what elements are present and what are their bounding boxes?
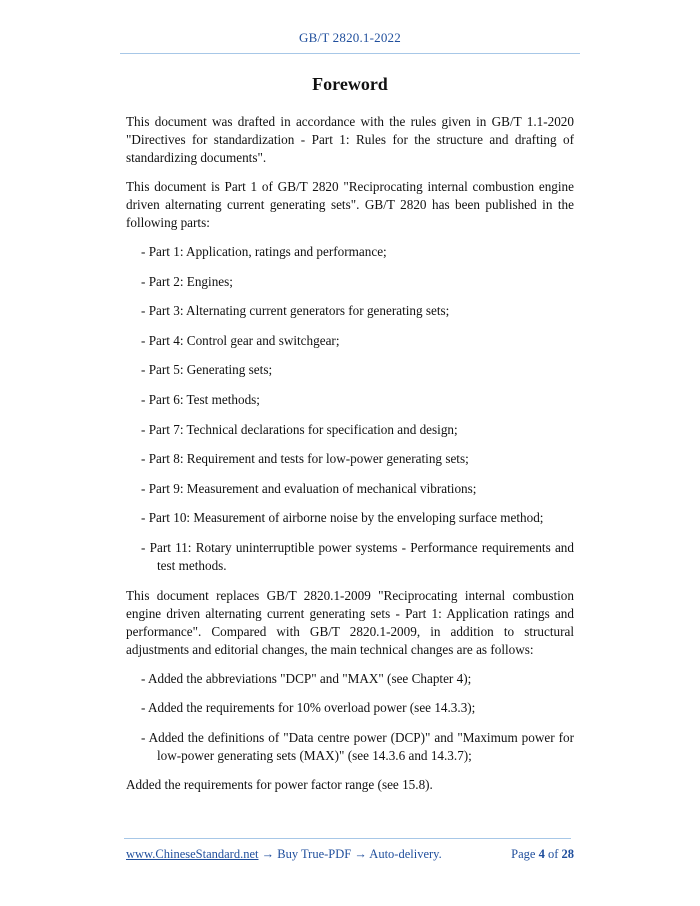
page-header: GB/T 2820.1-2022 [299,30,401,45]
header-divider [120,53,580,54]
footer-divider [124,838,571,839]
page-label: Page [511,847,536,861]
final-change-paragraph: Added the requirements for power factor range (see 15.8). [126,777,433,793]
list-item: - Part 8: Requirement and tests for low-power generating sets; [141,451,469,467]
page-footer [126,847,574,862]
list-item: - Part 5: Generating sets; [141,362,273,378]
list-item: - Added the definitions of "Data centre power (DCP)" and "Maximum power for low-power generating sets (MAX)" (see 14.3.6 and 14.3.7); [141,729,574,763]
page-of: of [547,847,559,861]
page-total: 28 [561,847,574,861]
replacement-paragraph: This document replaces GB/T 2820.1-2009 "Reciprocating internal combustion engine driven alternating current generating sets - Part 1: Application ratings and performance". Compared with GB/T 2820.1-2009, in addition to structural adjustments and editorial changes, the main technical changes are as follows: [126,587,574,657]
list-item: - Added the requirements for 10% overload power (see 14.3.3); [141,700,476,716]
list-item: - Part 10: Measurement of airborne noise by the enveloping surface method; [141,510,544,526]
list-item: - Part 6: Test methods; [141,391,260,407]
intro-paragraph: This document was drafted in accordance with the rules given in GB/T 1.1-2020 "Directives for standardization - Part 1: Rules for the structure and drafting of standardizing documents". [126,114,574,165]
document-body [126,113,574,805]
list-item: - Part 11: Rotary uninterruptible power systems - Performance requirements and test methods. [141,539,574,573]
website-link[interactable]: www.ChineseStandard.net [126,847,259,861]
footer-promo-text: → Buy True-PDF → Auto-delivery. [258,847,442,861]
parts-list [126,243,574,575]
series-paragraph: This document is Part 1 of GB/T 2820 "Reciprocating internal combustion engine driven alternating current generating sets". GB/T 2820 has been published in the following parts: [126,179,574,230]
page-current: 4 [538,847,545,861]
list-item: - Part 7: Technical declarations for specification and design; [141,421,458,437]
list-item: - Part 2: Engines; [141,273,233,289]
page-title: Foreword [312,74,388,94]
list-item: - Part 4: Control gear and switchgear; [141,332,340,348]
page-number [511,847,574,862]
list-item: - Added the abbreviations "DCP" and "MAX" (see Chapter 4); [141,670,472,686]
list-item: - Part 1: Application, ratings and performance; [141,244,387,259]
list-item: - Part 9: Measurement and evaluation of mechanical vibrations; [141,480,477,496]
list-item: - Part 3: Alternating current generators for generating sets; [141,303,450,319]
changes-list [126,670,574,765]
